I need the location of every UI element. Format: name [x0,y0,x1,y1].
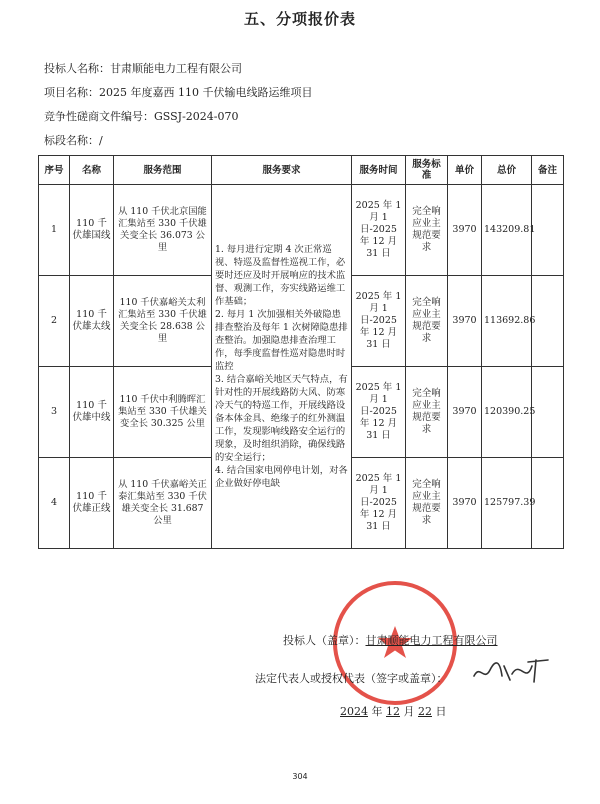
date-month-suffix: 月 [403,705,415,718]
cell-note [532,367,564,458]
date-year-suffix: 年 [371,705,383,718]
doc-number-line: 竞争性磋商文件编号：GSSJ-2024-070 [44,110,239,123]
quote-table [38,155,564,549]
cell-range: 从 110 千伏北京国能汇集站至 330 千伏雄关变全长 36.073 公里 [114,185,212,276]
cell-no: 2 [39,276,70,367]
bidder-line: 投标人名称：甘肃顺能电力工程有限公司 [44,62,242,75]
header-unit-price: 单价 [448,156,482,185]
date-line [340,703,447,719]
header-name: 名称 [70,156,114,185]
cell-time: 2025 年 1 月 1 日-2025 年 12 月 31 日 [352,276,406,367]
cell-note [532,185,564,276]
cell-total-price: 143209.81 [482,185,532,276]
cell-name: 110 千伏雄国线 [70,185,114,276]
cell-standard: 完全响应业主规范要求 [406,185,448,276]
header-range: 服务范围 [114,156,212,185]
project-line: 项目名称：2025 年度嘉西 110 千伏输电线路运维项目 [44,86,313,99]
date-month: 12 [386,705,400,718]
cell-range: 110 千伏中利腾晖汇集站至 330 千伏雄关变全长 30.325 公里 [114,367,212,458]
cell-unit-price: 3970 [448,276,482,367]
bidder-seal-line [283,632,498,648]
cell-unit-price: 3970 [448,185,482,276]
cell-standard: 完全响应业主规范要求 [406,276,448,367]
representative-label: 法定代表人或授权代表（签字或盖章）： [255,672,448,685]
requirements-text: 1. 每月进行定期 4 次正常巡视、特巡及监督性巡视工作，必要时还应及时开展响应的技术监督、观测工作，夯实线路运维工作基础； 2. 每月 1 次加强相关外破隐患排查整治及每年 1 次树障隐患排查整治。加强隐患排查治理工作，每季度监督性巡对隐患时时监控 3. 结合嘉峪关地区天气特点，有针对性的开展线路防大风、防寒冷天气的特巡工作，开展线路设备本体金具、绝缘子的红外测温工作，发现影响线路安全运行的现象，及时组织消除，确保线路的安全运行； 4. 结合国家电网停电计划，对各企业做好停电缺 [215,244,348,489]
handwritten-signature [470,656,554,686]
cell-unit-price: 3970 [448,458,482,549]
cell-name: 110 千伏雄正线 [70,458,114,549]
page-number: 304 [292,772,308,781]
header-total-price: 总价 [482,156,532,185]
header-requirements: 服务要求 [212,156,352,185]
cell-note [532,276,564,367]
cell-range: 从 110 千伏嘉峪关正泰汇集站至 330 千伏雄关变全长 31.687 公里 [114,458,212,549]
cell-no: 3 [39,367,70,458]
lot-line: 标段名称：/ [44,134,103,147]
cell-standard: 完全响应业主规范要求 [406,458,448,549]
date-day-suffix: 日 [435,705,447,718]
date-year: 2024 [340,705,368,718]
cell-time: 2025 年 1 月 1 日-2025 年 12 月 31 日 [352,367,406,458]
cell-name: 110 千伏雄中线 [70,367,114,458]
cell-no: 1 [39,185,70,276]
header-standard: 服务标准 [406,156,448,185]
cell-standard: 完全响应业主规范要求 [406,367,448,458]
page-title: 五、分项报价表 [243,10,356,28]
cell-name: 110 千伏雄太线 [70,276,114,367]
cell-note [532,458,564,549]
header-no: 序号 [39,156,70,185]
cell-total-price: 120390.25 [482,367,532,458]
cell-no: 4 [39,458,70,549]
bidder-seal-label: 投标人（盖章）： [283,634,366,647]
representative-line [255,670,448,686]
table-header-row [39,156,564,185]
cell-unit-price: 3970 [448,367,482,458]
date-day: 22 [418,705,432,718]
cell-time: 2025 年 1 月 1 日-2025 年 12 月 31 日 [352,458,406,549]
cell-time: 2025 年 1 月 1 日-2025 年 12 月 31 日 [352,185,406,276]
cell-total-price: 113692.86 [482,276,532,367]
header-note: 备注 [532,156,564,185]
cell-requirements [212,185,352,549]
table-row [39,185,564,276]
cell-range: 110 千伏嘉峪关太利汇集站至 330 千伏雄关变全长 28.638 公里 [114,276,212,367]
cell-total-price: 125797.39 [482,458,532,549]
bidder-seal-name: 甘肃顺能电力工程有限公司 [365,634,498,647]
header-time: 服务时间 [352,156,406,185]
